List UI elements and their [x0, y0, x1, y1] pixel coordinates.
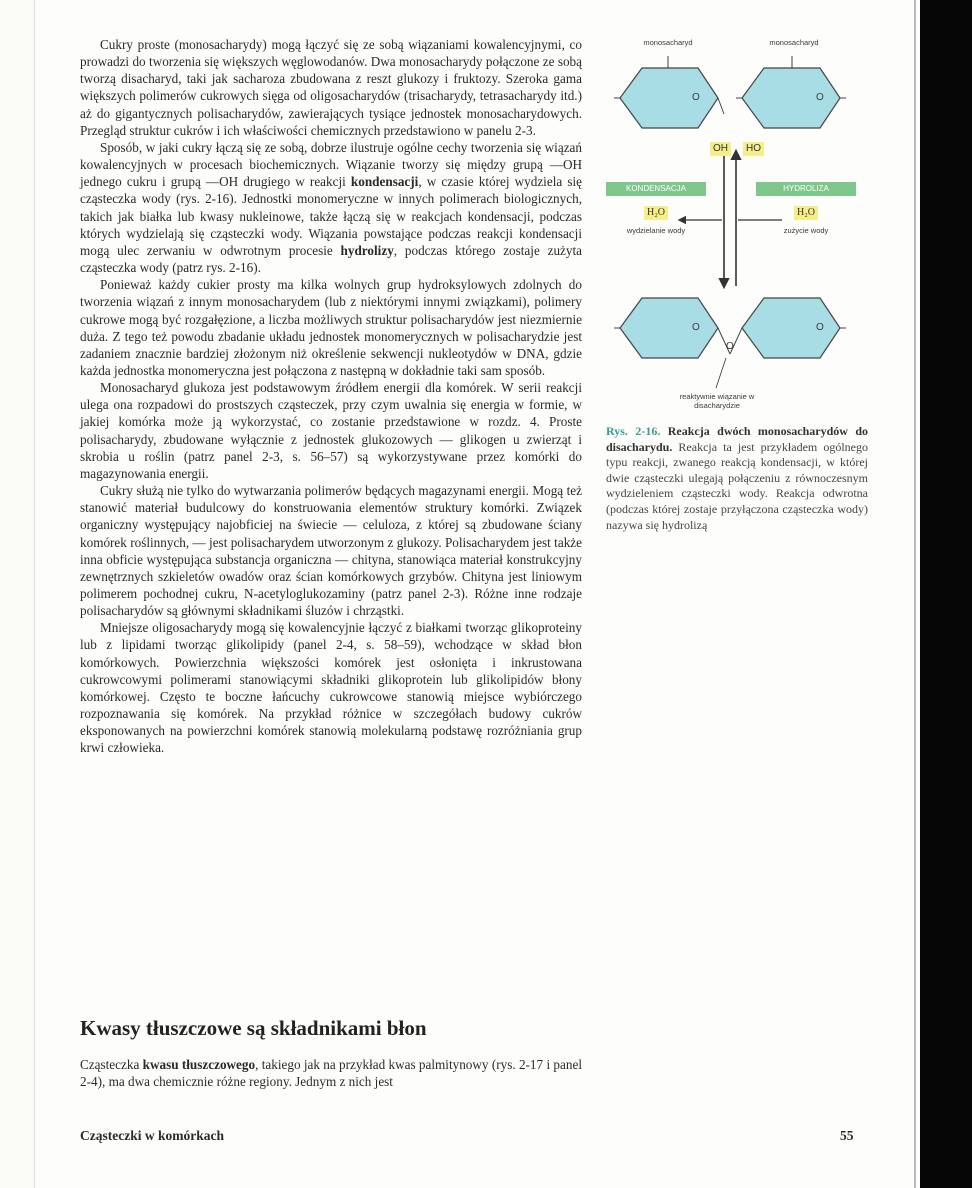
scan-dark-edge: [920, 0, 972, 1188]
water-in: H₂O: [794, 206, 818, 220]
main-text-column: [80, 36, 582, 757]
ring-bottom-left: [620, 298, 718, 358]
water-out: H₂O: [644, 206, 668, 220]
caption-number: Rys. 2-16.: [606, 424, 661, 438]
caption-body: Reakcja ta jest przykładem ogólnego typu reakcji, zwanego reakcją kondensacji, w której dwie cząsteczki ulegają połączeniu z równoczesnym wydzieleniem cząsteczki wody. Reakcja odwrotna (podczas której zostaje przyłączona cząsteczka wody) nazywa się hydrolizą: [606, 439, 868, 532]
figure-2-16: [606, 36, 866, 416]
label-monosaccharide-left: monosacharyd: [643, 38, 693, 47]
label-water-in: zużycie wody: [783, 226, 829, 235]
paragraph-6: Mniejsze oligosacharydy mogą się kowalencyjnie łączyć z białkami tworząc glikoproteiny lub z lipidami tworząc glikolipidy (panel 2-4, s. 58–59), wchodzące w skład błon komórkowych. Powierzchnia większości komórek jest osłonięta i inkrustowana cukrowcowymi polimerami stanowiącymi składniki glikoprotein lub glikolipidów błony komórkowej. Często te boczne łańcuchy cukrowcowe stanowią miejsce wybiórczego rozpoznawania się komórek. Na przykład różnice w szczegółach budowy cukrów eksponowanych na powierzchni komórek stanowią molekularną podstawę rozróżniania grup krwi człowieka.: [80, 620, 582, 756]
ring-oxygen-3: O: [692, 322, 700, 333]
page-left-margin: [0, 0, 35, 1188]
label-water-out: wydzielanie wody: [626, 226, 686, 235]
page-number: 55: [840, 1128, 854, 1143]
ring-top-left: [620, 68, 718, 128]
label-bond: reaktywnie wiązanie w disacharydzie: [679, 392, 755, 410]
caption-heading: Reakcja dwóch monosacharydów do disacharydu.: [606, 424, 868, 454]
glycosidic-oxygen: O: [726, 341, 734, 352]
ring-bottom-right: [742, 298, 840, 358]
band-kondensacja: KONDENSACJA: [606, 182, 706, 196]
bond-pointer: [716, 358, 726, 388]
section-paragraph: Cząsteczka kwasu tłuszczowego, takiego jak na przykład kwas palmitynowy (rys. 2-17 i panel 2-4), ma dwa chemicznie różne regiony. Jednym z nich jest: [80, 1057, 582, 1090]
term-hydroliza: hydrolizy: [340, 242, 394, 258]
figure-caption: [606, 424, 868, 533]
section-heading: Kwasy tłuszczowe są składnikami błon: [80, 1016, 427, 1040]
paragraph-2: Sposób, w jaki cukry łączą się ze sobą, dobrze ilustruje ogólne cechy tworzenia się wiązań kowalencyjnych w procesach biochemicznych. Wiązanie tworzy się między grupą —OH jednego cukru i grupą —OH drugiego w reakcji kondensacji, w czasie której wydziela się cząsteczka wody (rys. 2-16). Jednostki monomeryczne w innych polimerach biologicznych, takich jak białka lub kwasy nukleinowe, także łączą się w reakcjach kondensacji, podczas których wydzielają się cząsteczki wody. Wiązania powstające podczas reakcji kondensacji mogą ulec zerwaniu w odwrotnym procesie hydrolizy, podczas którego zostaje zużyta cząsteczka wody (patrz rys. 2-16).: [80, 139, 582, 276]
term-kwas-tluszczowy: kwasu tłuszczowego: [142, 1057, 256, 1072]
paragraph-3: Ponieważ każdy cukier prosty ma kilka wolnych grup hydroksylowych zdolnych do tworzenia wiązań z innym monosacharydem (lub z niektórymi innymi związkami), polimery cukrowe mogą być rozgałęzione, a liczba możliwych struktur polisacharydów jest niezmiernie duża. Z tego też powodu zbadanie układu jednostek monomerycznych w polisacharydzie jest zadaniem znacznie bardziej złożonym niż określenie sekwencji nukleotydów w DNA, gdzie każda jednostka monomeryczna jest połączona z następną w dokładnie taki sam sposób.: [80, 277, 582, 378]
paragraph-1: Cukry proste (monosacharydy) mogą łączyć się ze sobą wiązaniami kowalencyjnymi, co prowadzi do tworzenia się większych węglowodanów. Dwa monosacharydy połączone ze sobą tworzą disacharyd, taki jak sacharoza zbudowana z reszt glukozy i fruktozy. Szeroka gama większych polimerów cukrowych sięga od oligosacharydów (trisacharydy, tetrasacharydy itd.) aż do gigantycznych polisacharydów, zawierających tysiące jednostek monosacharydowych. Przegląd struktur cukrów i ich właściwości chemicznych przedstawiono w panelu 2-3.: [80, 37, 582, 138]
hydroxyl-group-oh: OH: [710, 142, 731, 156]
paragraph-4: Monosacharyd glukoza jest podstawowym źródłem energii dla komórek. W serii reakcji ulega ona rozpadowi do prostszych cząsteczek, przy czym uwalnia się energia w formie, w jakiej komórka może ją wykorzystać, co zostanie przedstawione w rozdz. 4. Proste polisacharydy, zbudowane wyłącznie z jednostek glukozowych — glikogen u zwierząt i skrobia u roślin (patrz panel 2-3, s. 56–57) są wykorzystywane przez komórki do magazynowania energii.: [80, 380, 582, 481]
scan-edge-line: [914, 0, 916, 1188]
term-kondensacja: kondensacji: [350, 174, 419, 190]
ring-oxygen-4: O: [816, 322, 824, 333]
running-footer: Cząsteczki w komórkach: [80, 1128, 224, 1143]
ring-oxygen-2: O: [816, 92, 824, 103]
ring-top-right: [742, 68, 840, 128]
hydroxyl-group-ho: HO: [743, 142, 764, 156]
ring-oxygen-1: O: [692, 92, 700, 103]
paragraph-5: Cukry służą nie tylko do wytwarzania polimerów będących magazynami energii. Mogą też stanowić materiał budulcowy do konstruowania elementów struktury komórki. Związek organiczny występujący najobficiej na świecie — celuloza, z której są zbudowane ściany komórek roślinnych, — jest polisacharydem utworzonym z glukozy. Polisacharydem jest także inna obficie występująca substancja organiczna — chityna, stanowiąca materiał konstrukcyjny zewnętrznych szkieletów owadów oraz ścian komórkowych grzybów. Chityna jest liniowym polimerem pochodnej cukru, N-acetyloglukozaminy (patrz panel 2-3). Różne inne rodzaje polisacharydów są głównymi składnikami śluzów i chrząstki.: [80, 483, 582, 619]
band-hydroliza: HYDROLIZA: [756, 182, 856, 196]
label-monosaccharide-right: monosacharyd: [769, 38, 819, 47]
